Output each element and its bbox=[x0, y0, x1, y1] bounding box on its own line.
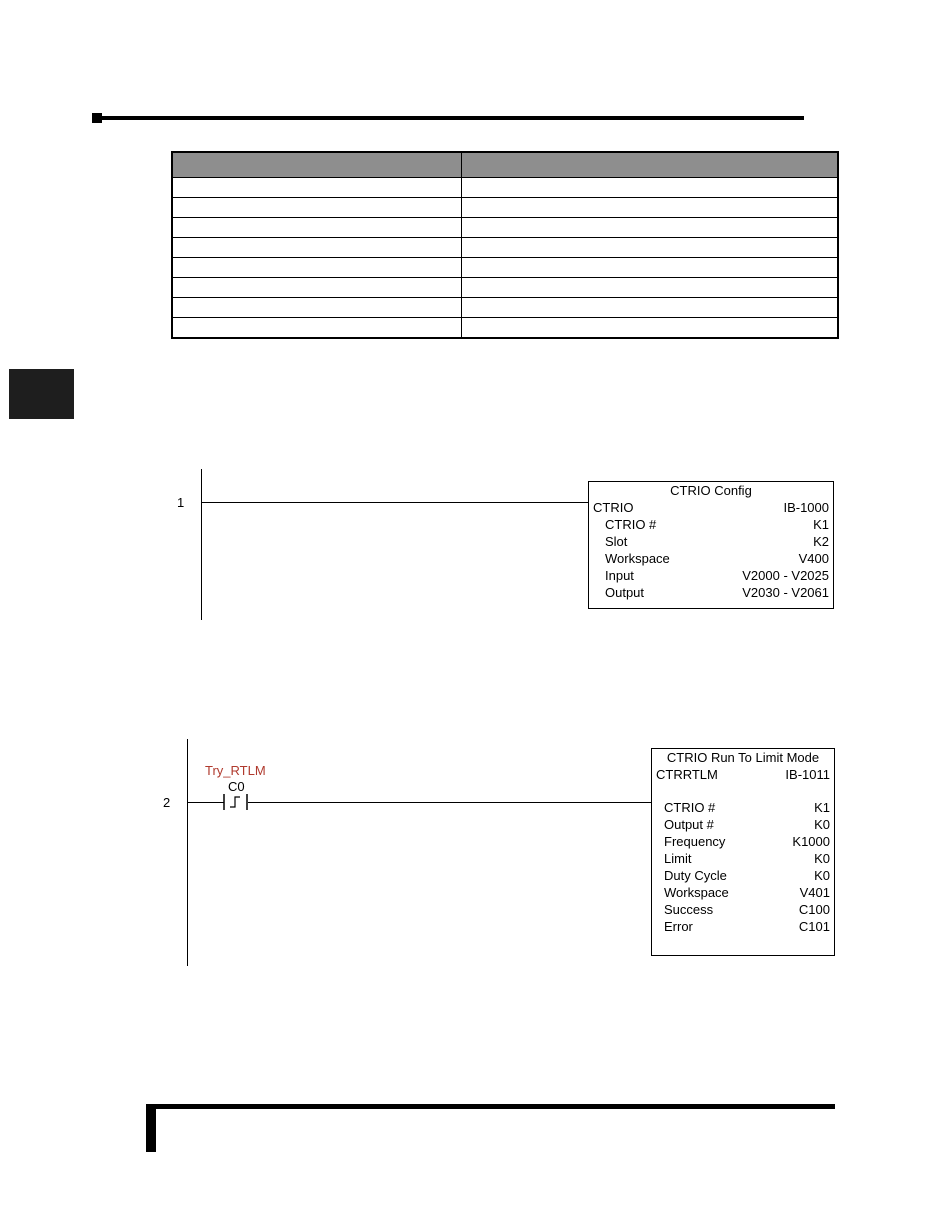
ctrrtlm-spacer bbox=[656, 783, 830, 799]
table-header-cell bbox=[172, 152, 462, 178]
rung1-wire bbox=[201, 502, 588, 503]
ctrio-config-param bbox=[593, 516, 829, 533]
table-cell bbox=[172, 218, 462, 238]
ctrrtlm-header bbox=[656, 766, 830, 783]
rung2-wire-left bbox=[187, 802, 224, 803]
footer-rule bbox=[146, 1104, 835, 1109]
footer-bar bbox=[146, 1104, 156, 1152]
param-label: Frequency bbox=[664, 834, 726, 849]
table-header-cell bbox=[462, 152, 839, 178]
table-cell bbox=[172, 318, 462, 339]
ctrio-config-param bbox=[593, 567, 829, 584]
table-cell bbox=[462, 258, 839, 278]
table-row bbox=[172, 198, 838, 218]
table-row bbox=[172, 258, 838, 278]
table-cell bbox=[172, 178, 462, 198]
ctrrtlm-param bbox=[656, 833, 830, 850]
rung1-power-rail bbox=[201, 469, 202, 620]
ctrrtlm-id: IB-1011 bbox=[785, 767, 830, 782]
param-value: V400 bbox=[798, 551, 829, 566]
table-cell bbox=[462, 318, 839, 339]
table-cell bbox=[172, 258, 462, 278]
table-row bbox=[172, 178, 838, 198]
param-label: Workspace bbox=[605, 551, 670, 566]
param-value: K0 bbox=[814, 817, 830, 832]
table-cell bbox=[172, 278, 462, 298]
positive-edge-contact-icon bbox=[222, 792, 250, 812]
ctrrtlm-param bbox=[656, 850, 830, 867]
table-row bbox=[172, 298, 838, 318]
ctrrtlm-param bbox=[656, 816, 830, 833]
table-cell bbox=[172, 298, 462, 318]
param-label: Slot bbox=[605, 534, 628, 549]
param-value: K1 bbox=[814, 800, 830, 815]
chapter-tab bbox=[9, 369, 74, 419]
ctrio-config-param bbox=[593, 533, 829, 550]
ctrio-config-param bbox=[593, 550, 829, 567]
param-label: Workspace bbox=[664, 885, 729, 900]
contact-nickname: Try_RTLM bbox=[205, 763, 266, 778]
param-label: Output # bbox=[664, 817, 714, 832]
table-cell bbox=[172, 238, 462, 258]
ctrrtlm-param bbox=[656, 799, 830, 816]
table-row bbox=[172, 218, 838, 238]
contact-address: C0 bbox=[228, 779, 245, 794]
param-label: CTRIO # bbox=[605, 517, 657, 532]
table-header-row bbox=[172, 152, 838, 178]
table-cell bbox=[462, 238, 839, 258]
rung1-number: 1 bbox=[177, 495, 185, 510]
header-bullet bbox=[92, 113, 102, 123]
param-label: Input bbox=[605, 568, 634, 583]
ctrio-config-header bbox=[593, 499, 829, 516]
param-label: Success bbox=[664, 902, 714, 917]
param-value: K2 bbox=[813, 534, 829, 549]
ctrrtlm-param bbox=[656, 884, 830, 901]
table-cell bbox=[462, 278, 839, 298]
ctrio-config-box bbox=[588, 481, 834, 609]
param-label: Output bbox=[605, 585, 645, 600]
param-value: V2000 - V2025 bbox=[742, 568, 829, 583]
table-cell bbox=[462, 198, 839, 218]
param-value: K0 bbox=[814, 868, 830, 883]
param-label: CTRIO # bbox=[664, 800, 716, 815]
rung2-power-rail bbox=[187, 739, 188, 966]
param-label: Duty Cycle bbox=[664, 868, 727, 883]
ctrrtlm-param bbox=[656, 867, 830, 884]
param-label: Error bbox=[664, 919, 693, 934]
parameter-table bbox=[171, 151, 839, 339]
ctrrtlm-box bbox=[651, 748, 835, 956]
ctrio-config-title: CTRIO Config bbox=[670, 483, 752, 498]
table-row bbox=[172, 278, 838, 298]
param-value: C100 bbox=[798, 902, 830, 917]
param-label: Limit bbox=[664, 851, 692, 866]
param-value: C101 bbox=[798, 919, 830, 934]
ctrrtlm-param bbox=[656, 901, 830, 918]
ctrrtlm-name: CTRRTLM bbox=[656, 767, 718, 782]
ctrio-config-name: CTRIO bbox=[593, 500, 634, 515]
table-row bbox=[172, 318, 838, 339]
ctrrtlm-param bbox=[656, 918, 830, 935]
param-value: V2030 - V2061 bbox=[742, 585, 829, 600]
param-value: K1 bbox=[813, 517, 829, 532]
rung2-wire-right bbox=[248, 802, 651, 803]
table-cell bbox=[172, 198, 462, 218]
rung2-number: 2 bbox=[163, 795, 171, 810]
ctrrtlm-title: CTRIO Run To Limit Mode bbox=[666, 750, 820, 765]
header-rule bbox=[102, 116, 804, 120]
param-value: V401 bbox=[799, 885, 830, 900]
table-cell bbox=[462, 178, 839, 198]
table-row bbox=[172, 238, 838, 258]
param-value: K0 bbox=[814, 851, 830, 866]
ctrio-config-id: IB-1000 bbox=[783, 500, 829, 515]
param-value: K1000 bbox=[792, 834, 830, 849]
ctrio-config-param bbox=[593, 584, 829, 601]
table-cell bbox=[462, 218, 839, 238]
table-cell bbox=[462, 298, 839, 318]
